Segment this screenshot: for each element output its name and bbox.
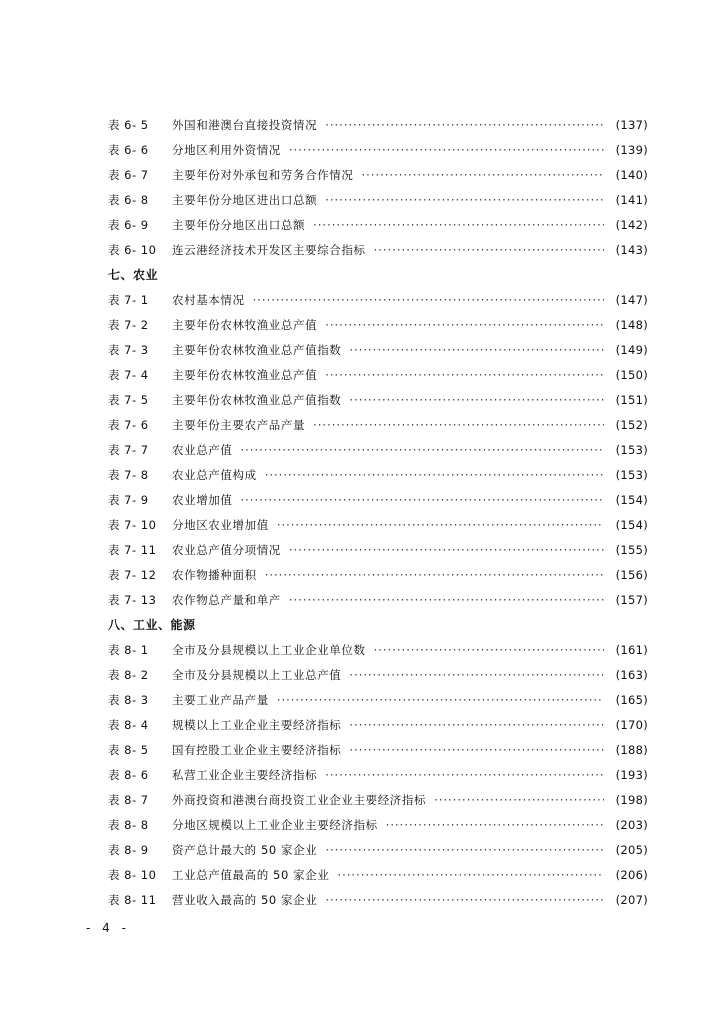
table-number: 表 7- 5 (108, 393, 149, 407)
table-number: 表 6- 8 (108, 193, 149, 207)
toc-entry[interactable] (108, 241, 648, 266)
page-reference: (165) (615, 693, 648, 707)
page-reference: (152) (615, 418, 648, 432)
table-number: 表 6- 10 (108, 243, 157, 257)
dot-leader (325, 766, 604, 785)
page-reference: (163) (615, 668, 648, 682)
toc-entry[interactable] (108, 441, 648, 466)
table-number: 表 7- 1 (108, 293, 149, 307)
page-reference: (206) (615, 868, 648, 882)
page-reference: (161) (615, 643, 648, 657)
toc-entry[interactable] (108, 591, 648, 616)
page-reference: (137) (615, 118, 648, 132)
table-title: 外商投资和港澳台商投资工业企业主要经济指标 (172, 793, 427, 807)
page-reference: (157) (615, 593, 648, 607)
page-reference: (205) (615, 843, 648, 857)
page-reference: (207) (615, 893, 648, 907)
dot-leader (434, 791, 604, 810)
table-title: 主要年份农林牧渔业总产值 (172, 318, 318, 332)
dot-leader (386, 816, 604, 835)
page-reference: (170) (615, 718, 648, 732)
toc-entry[interactable] (108, 816, 648, 841)
dot-leader (325, 366, 604, 385)
table-number: 表 7- 3 (108, 343, 149, 357)
table-title: 资产总计最大的 50 家企业 (172, 843, 318, 857)
table-title: 农业增加值 (172, 493, 233, 507)
page-reference: (193) (615, 768, 648, 782)
dot-leader (325, 116, 604, 135)
toc-entry[interactable] (108, 641, 648, 666)
table-of-contents (108, 116, 648, 916)
table-number: 表 6- 5 (108, 118, 149, 132)
toc-entry[interactable] (108, 841, 648, 866)
dot-leader (241, 441, 605, 460)
dot-leader (313, 416, 604, 435)
dot-leader (374, 641, 604, 660)
dot-leader (265, 466, 604, 485)
table-number: 表 7- 12 (108, 568, 157, 582)
table-number: 表 7- 11 (108, 543, 157, 557)
toc-entry[interactable] (108, 566, 648, 591)
table-number: 表 8- 10 (108, 868, 157, 882)
dot-leader (325, 191, 604, 210)
page-reference: (141) (615, 193, 648, 207)
table-title: 主要年份农林牧渔业总产值指数 (172, 393, 342, 407)
page-reference: (149) (615, 343, 648, 357)
table-title: 连云港经济技术开发区主要综合指标 (172, 243, 366, 257)
toc-entry[interactable] (108, 891, 648, 916)
table-title: 主要年份农林牧渔业总产值 (172, 368, 318, 382)
table-number: 表 6- 7 (108, 168, 149, 182)
table-number: 表 8- 3 (108, 693, 149, 707)
toc-entry[interactable] (108, 516, 648, 541)
dot-leader (349, 666, 604, 685)
table-title: 主要年份主要农产品产量 (172, 418, 306, 432)
table-title: 私营工业企业主要经济指标 (172, 768, 318, 782)
table-title: 分地区规模以上工业企业主要经济指标 (172, 818, 378, 832)
page-number: - 4 - (86, 921, 130, 935)
dot-leader (349, 716, 604, 735)
toc-entry[interactable] (108, 291, 648, 316)
toc-entry[interactable] (108, 691, 648, 716)
table-number: 表 6- 6 (108, 143, 149, 157)
page-reference: (154) (615, 493, 648, 507)
table-number: 表 8- 1 (108, 643, 149, 657)
page-reference: (203) (615, 818, 648, 832)
dot-leader (362, 166, 605, 185)
page-reference: (156) (615, 568, 648, 582)
toc-entry[interactable] (108, 666, 648, 691)
table-title: 主要年份分地区出口总额 (172, 218, 306, 232)
toc-entry[interactable] (108, 466, 648, 491)
toc-entry[interactable] (108, 116, 648, 141)
table-number: 表 8- 5 (108, 743, 149, 757)
dot-leader (289, 141, 604, 160)
dot-leader (253, 291, 604, 310)
table-title: 农业总产值分项情况 (172, 543, 281, 557)
table-number: 表 7- 8 (108, 468, 149, 482)
table-number: 表 8- 8 (108, 818, 149, 832)
toc-entry[interactable] (108, 366, 648, 391)
toc-entry[interactable] (108, 191, 648, 216)
dot-leader (349, 741, 604, 760)
toc-entry[interactable] (108, 791, 648, 816)
dot-leader (289, 541, 604, 560)
toc-entry[interactable] (108, 741, 648, 766)
page-reference: (150) (615, 368, 648, 382)
table-number: 表 7- 13 (108, 593, 157, 607)
table-title: 营业收入最高的 50 家企业 (172, 893, 318, 907)
table-number: 表 8- 9 (108, 843, 149, 857)
table-title: 主要工业产品产量 (172, 693, 269, 707)
page-reference: (153) (615, 468, 648, 482)
toc-entry[interactable] (108, 491, 648, 516)
dot-leader (349, 391, 604, 410)
dot-leader (277, 516, 604, 535)
dot-leader (374, 241, 604, 260)
toc-entry[interactable] (108, 866, 648, 891)
dot-leader (289, 591, 604, 610)
page-reference: (143) (615, 243, 648, 257)
page-reference: (142) (615, 218, 648, 232)
section-heading: 七、农业 (108, 268, 159, 282)
dot-leader (265, 566, 604, 585)
table-title: 外国和港澳台直接投资情况 (172, 118, 318, 132)
table-title: 规模以上工业企业主要经济指标 (172, 718, 342, 732)
table-title: 全市及分县规模以上工业企业单位数 (172, 643, 366, 657)
table-title: 农作物总产量和单产 (172, 593, 281, 607)
toc-entry[interactable] (108, 766, 648, 791)
page-reference: (139) (615, 143, 648, 157)
page-reference: (147) (615, 293, 648, 307)
table-title: 全市及分县规模以上工业总产值 (172, 668, 342, 682)
table-number: 表 7- 6 (108, 418, 149, 432)
page-reference: (198) (615, 793, 648, 807)
toc-entry[interactable] (108, 166, 648, 191)
toc-entry[interactable] (108, 216, 648, 241)
table-title: 分地区利用外资情况 (172, 143, 281, 157)
toc-entry[interactable] (108, 316, 648, 341)
toc-entry[interactable] (108, 391, 648, 416)
table-title: 工业总产值最高的 50 家企业 (172, 868, 330, 882)
page-reference: (155) (615, 543, 648, 557)
table-title: 农业总产值 (172, 443, 233, 457)
table-number: 表 8- 2 (108, 668, 149, 682)
section-heading: 八、工业、能源 (108, 618, 196, 632)
page-reference: (148) (615, 318, 648, 332)
page-reference: (188) (615, 743, 648, 757)
table-title: 农作物播种面积 (172, 568, 257, 582)
page-reference: (154) (615, 518, 648, 532)
table-title: 主要年份农林牧渔业总产值指数 (172, 343, 342, 357)
dot-leader (325, 841, 604, 860)
table-number: 表 8- 7 (108, 793, 149, 807)
table-number: 表 7- 9 (108, 493, 149, 507)
toc-entry[interactable] (108, 416, 648, 441)
table-number: 表 8- 4 (108, 718, 149, 732)
page-reference: (153) (615, 443, 648, 457)
table-title: 分地区农业增加值 (172, 518, 269, 532)
dot-leader (325, 316, 604, 335)
dot-leader (313, 216, 604, 235)
table-number: 表 6- 9 (108, 218, 149, 232)
dot-leader (337, 866, 604, 885)
page-reference: (140) (615, 168, 648, 182)
dot-leader (349, 341, 604, 360)
table-number: 表 8- 6 (108, 768, 149, 782)
table-number: 表 7- 7 (108, 443, 149, 457)
page-reference: (151) (615, 393, 648, 407)
toc-entry[interactable] (108, 141, 648, 166)
table-title: 农业总产值构成 (172, 468, 257, 482)
table-title: 主要年份分地区进出口总额 (172, 193, 318, 207)
table-title: 国有控股工业企业主要经济指标 (172, 743, 342, 757)
table-number: 表 7- 10 (108, 518, 157, 532)
toc-entry[interactable] (108, 716, 648, 741)
dot-leader (325, 891, 604, 910)
table-title: 农村基本情况 (172, 293, 245, 307)
table-number: 表 8- 11 (108, 893, 157, 907)
toc-entry[interactable] (108, 341, 648, 366)
dot-leader (241, 491, 605, 510)
table-number: 表 7- 4 (108, 368, 149, 382)
table-title: 主要年份对外承包和劳务合作情况 (172, 168, 354, 182)
toc-entry[interactable] (108, 541, 648, 566)
dot-leader (277, 691, 604, 710)
table-number: 表 7- 2 (108, 318, 149, 332)
